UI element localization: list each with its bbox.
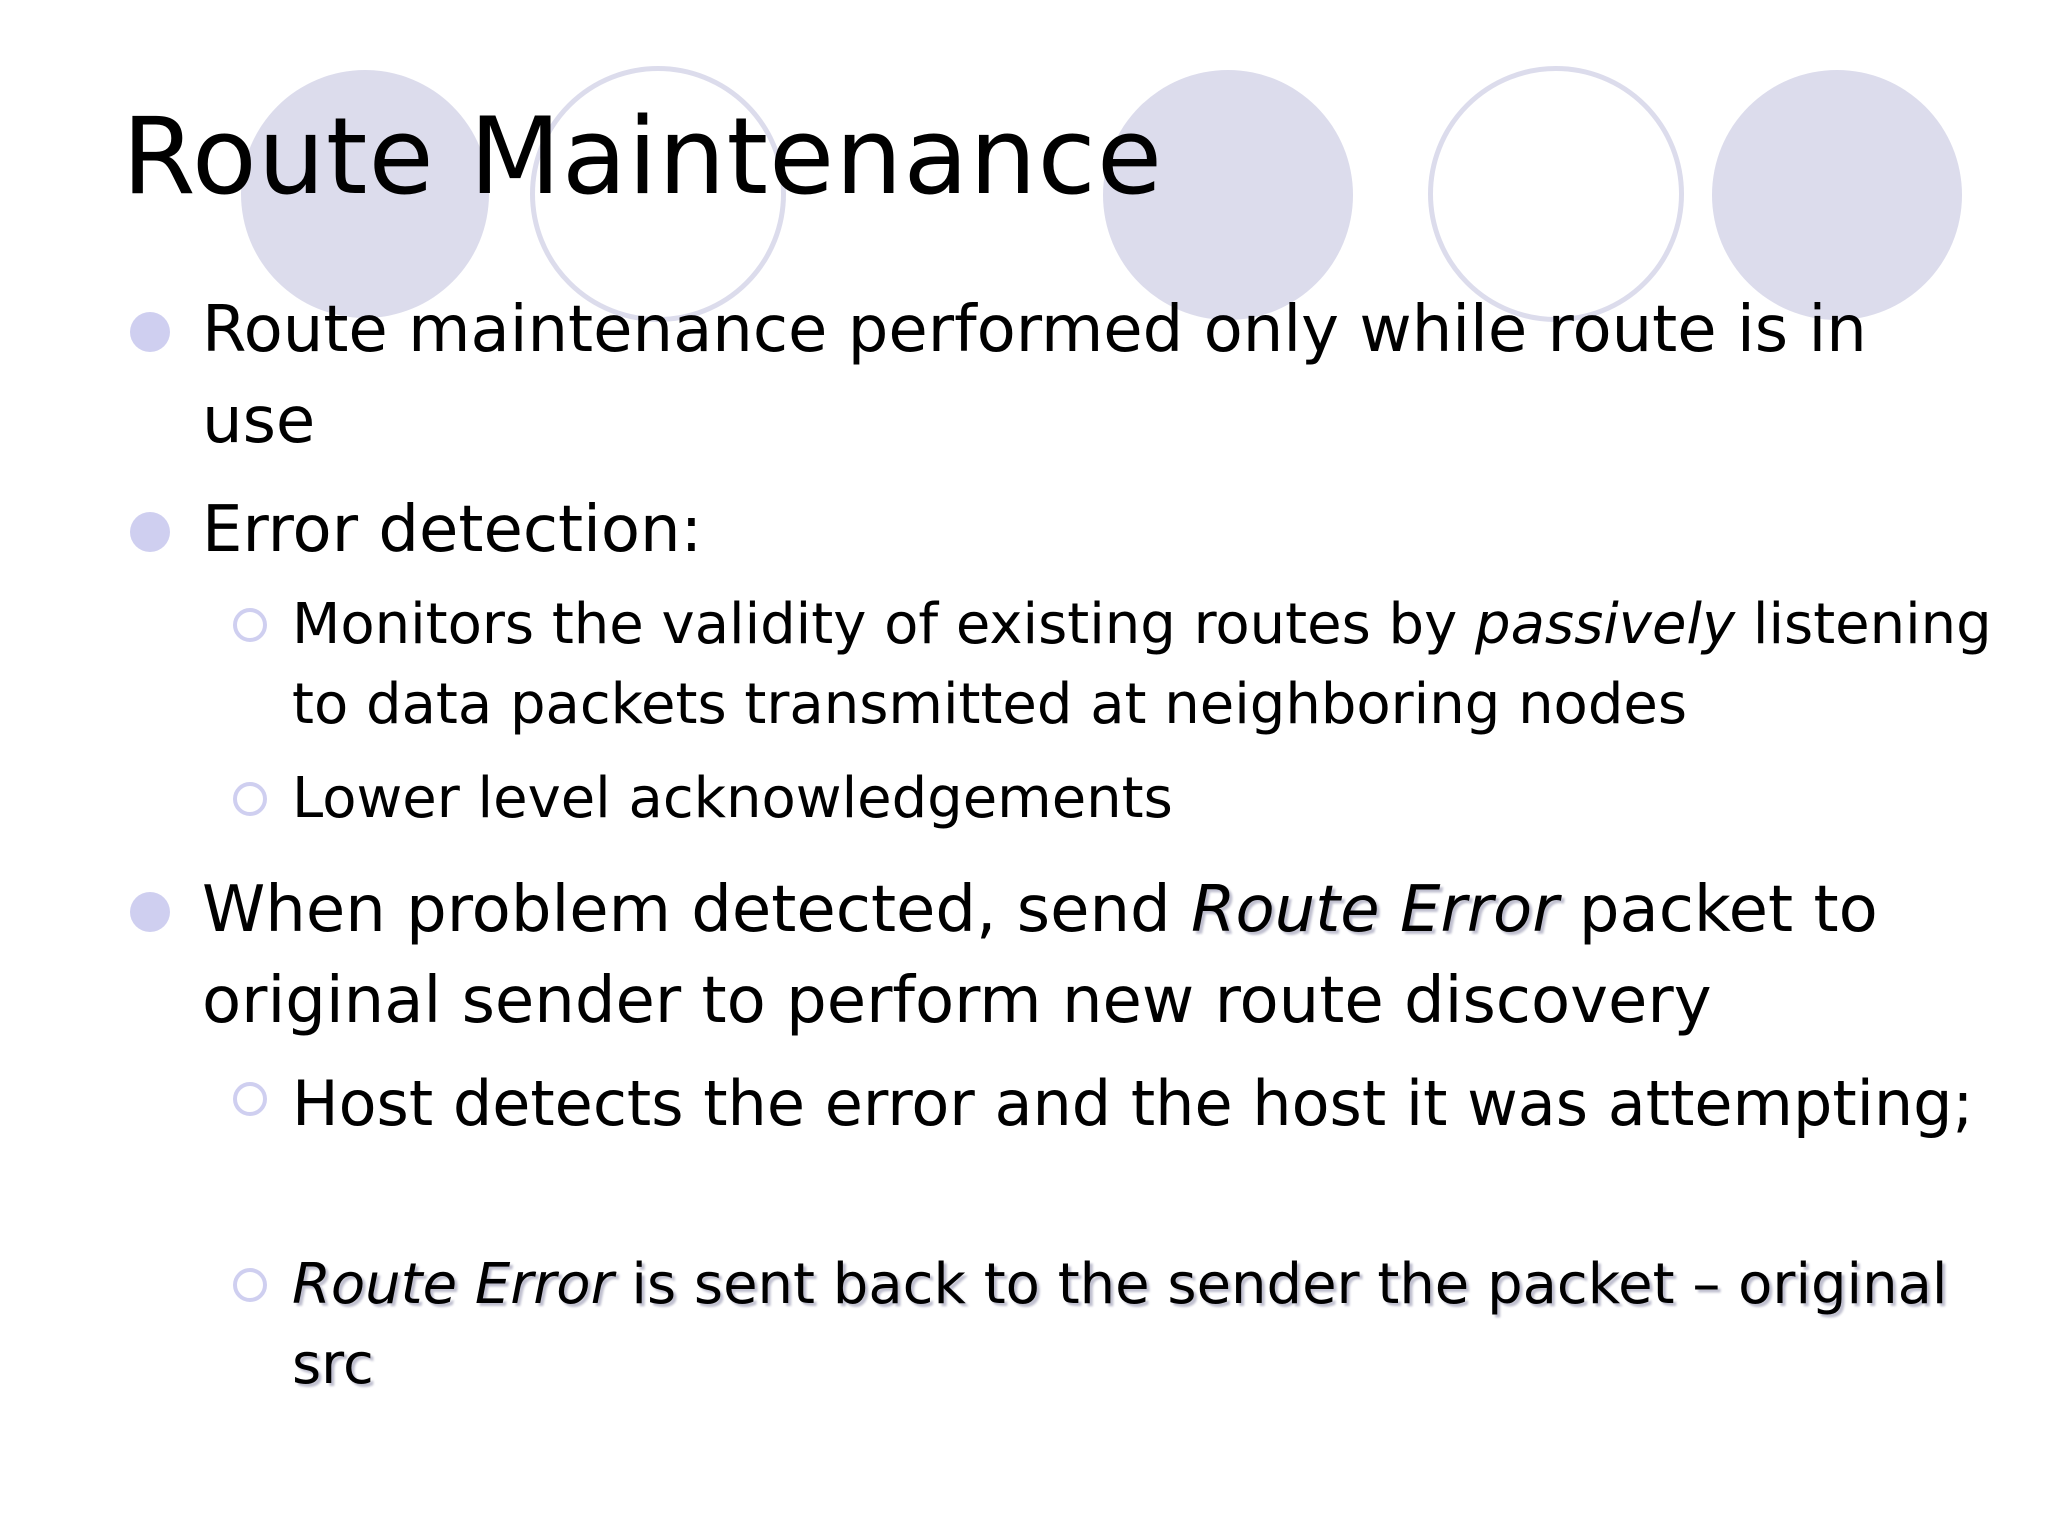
sub-bullet-emphasis: Route Error: [292, 1252, 614, 1317]
bullet-dot-icon: [130, 512, 170, 552]
bullet-text: Route maintenance performed only while route is in use: [202, 293, 1867, 458]
slide-title: Route Maintenance: [122, 95, 1164, 218]
bullet-item: [202, 865, 1942, 1047]
bullet-item: [202, 285, 1942, 467]
sub-bullet-item: [292, 585, 1992, 745]
sub-bullet-item: [292, 759, 1992, 839]
bullet-text: packet to original sender to perform new route discovery: [202, 873, 1878, 1038]
sub-bullet-emphasis: passively: [1475, 592, 1736, 657]
sub-bullet-ring-icon: [233, 782, 267, 816]
decorative-outline-circle: [1428, 66, 1684, 322]
sub-bullet-ring-icon: [233, 1268, 267, 1302]
sub-bullet-text: Host detects the error and the host it was attempting;: [292, 1067, 1974, 1140]
sub-bullet-text: Monitors the validity of existing routes by: [292, 592, 1476, 657]
bullet-dot-icon: [130, 892, 170, 932]
sub-bullet-ring-icon: [233, 1082, 267, 1116]
sub-bullet-text: Lower level acknowledgements: [292, 766, 1173, 831]
sub-bullet-item: [292, 1245, 1992, 1405]
decorative-filled-circle: [1712, 70, 1962, 320]
sub-bullet-text: listening to data packets transmitted at neighboring nodes: [292, 592, 1992, 737]
bullet-text: When problem detected, send: [202, 873, 1191, 947]
bullet-text: Error detection:: [202, 493, 703, 567]
sub-bullet-text: is sent back to the sender the packet – original src: [292, 1252, 1948, 1397]
bullet-item: [202, 485, 1942, 576]
sub-bullet-item: [292, 1060, 1992, 1148]
bullet-dot-icon: [130, 312, 170, 352]
bullet-emphasis: Route Error: [1190, 873, 1559, 947]
sub-bullet-ring-icon: [233, 608, 267, 642]
